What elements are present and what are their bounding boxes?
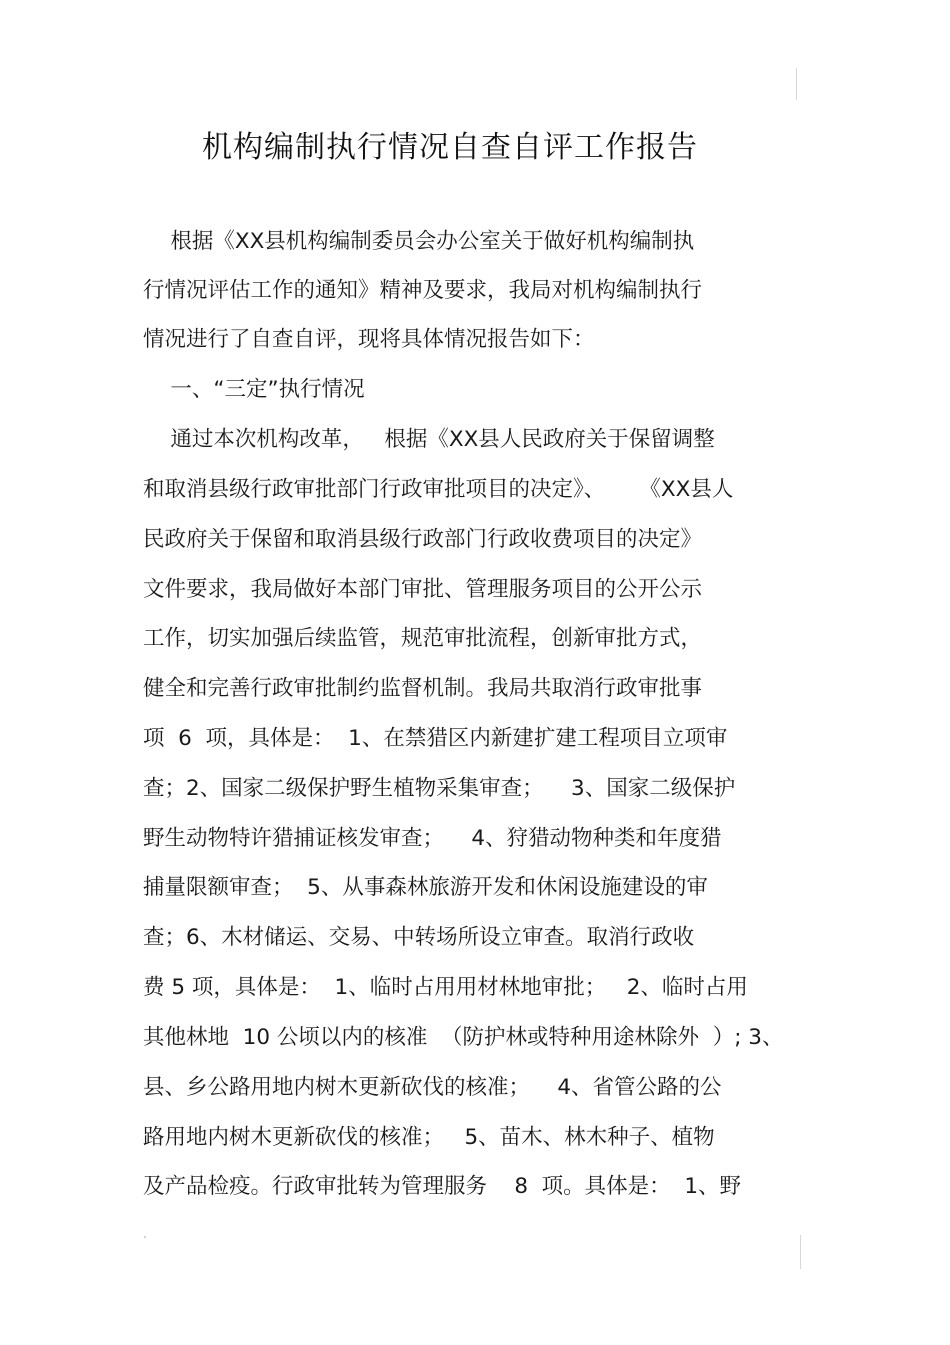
body-line: 根据《XX县机构编制委员会办公室关于做好机构编制执 <box>143 229 695 254</box>
page-edge-mark-top <box>796 68 797 100</box>
body-line: 文件要求，我局做好本部门审批、管理服务项目的公开公示 <box>143 577 703 602</box>
body-line: 情况进行了自查自评，现将具体情况报告如下： <box>143 327 595 352</box>
body-line: 费 5 项，具体是： 1、临时占用用材林地审批； 2、临时占用 <box>143 975 748 1000</box>
document-title-text: 机构编制执行情况自查自评工作报告 <box>202 130 698 165</box>
body-line: 查；2、国家二级保护野生植物采集审查； 3、国家二级保护 <box>143 776 736 801</box>
body-line: 捕量限额审查； 5、从事森林旅游开发和休闲设施建设的审 <box>143 875 708 900</box>
body-line: 通过本次机构改革， 根据《XX县人民政府关于保留调整 <box>143 427 715 452</box>
body-line: 野生动物特许猎捕证核发审查； 4、狩猎动物种类和年度猎 <box>143 826 722 851</box>
body-line: 和取消县级行政审批部门行政审批项目的决定》、 《XX县人 <box>143 477 734 502</box>
body-line: 项 6 项，具体是： 1、在禁猎区内新建扩建工程项目立项审 <box>143 726 728 751</box>
body-line: 路用地内树木更新砍伐的核准； 5、苗木、林木种子、植物 <box>143 1125 715 1150</box>
body-line: 县、乡公路用地内树木更新砍伐的核准； 4、省管公路的公 <box>143 1075 722 1100</box>
section-heading: 一、“三定”执行情况 <box>143 377 365 402</box>
page-dot-mark <box>144 1236 146 1238</box>
body-line: 其他林地 10 公顷以内的核准 （防护林或特种用途林除外 ）; 3、 <box>143 1025 784 1050</box>
body-line: 及产品检疫。行政审批转为管理服务 8 项。具体是： 1、野 <box>143 1174 742 1199</box>
page-edge-mark-bottom <box>800 1235 801 1269</box>
document-title <box>0 122 900 166</box>
body-line: 行情况评估工作的通知》精神及要求，我局对机构编制执行 <box>143 278 703 303</box>
body-line: 查；6、木材储运、交易、中转场所设立审查。取消行政收 <box>143 925 695 950</box>
body-line: 健全和完善行政审批制约监督机制。我局共取消行政审批事 <box>143 676 703 701</box>
body-line: 工作，切实加强后续监管，规范审批流程，创新审批方式， <box>143 626 703 651</box>
body-line: 民政府关于保留和取消县级行政部门行政收费项目的决定》 <box>143 527 703 552</box>
